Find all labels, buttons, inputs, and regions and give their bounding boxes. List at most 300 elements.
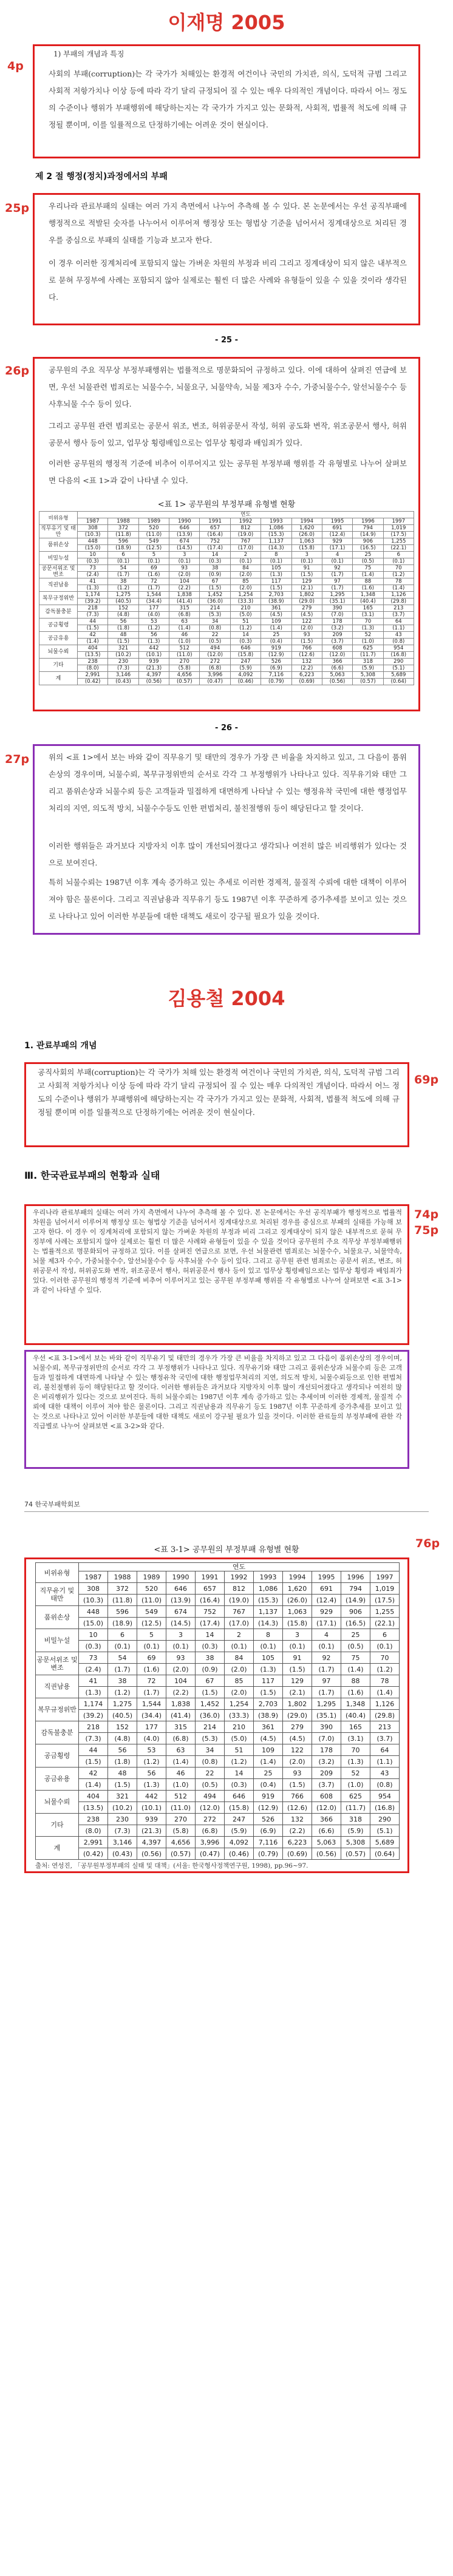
count-cell: 210 (225, 1721, 254, 1733)
percent-cell: (1.0) (341, 1779, 370, 1791)
count-cell: 117 (261, 578, 291, 585)
table-row (36, 1606, 400, 1618)
count-cell: 247 (225, 1814, 254, 1825)
count-cell: 3,146 (108, 672, 138, 679)
count-cell: 526 (261, 659, 291, 665)
paragraph-25p-b: 이 경우 이러한 징계처리에 포함되지 않는 가벼운 차원의 부정과 비리 그리고 징계대상이 되지 않은 내부적으로 묻혀 무징부에 사례는 포함되지 않아 실제로는 훨씬 더 많은 사례와 유형들이 있을 수 있을 것이라 생각된다. (49, 259, 407, 302)
percent-cell: (3.1) (353, 612, 383, 619)
count-cell: 72 (137, 1675, 166, 1687)
percent-cell: (6.8) (166, 1733, 196, 1744)
count-cell: 218 (79, 1721, 108, 1733)
count-cell: 5,308 (341, 1837, 370, 1848)
count-cell: 104 (166, 1675, 196, 1687)
percent-cell: (1.7) (312, 1664, 341, 1675)
percent-cell: (2.0) (291, 625, 322, 632)
count-cell: 34 (196, 1744, 225, 1756)
count-cell: 132 (291, 659, 322, 665)
page-label-26p: 26p (5, 364, 30, 378)
count-cell: 321 (108, 645, 138, 652)
count-cell: 315 (166, 1721, 196, 1733)
table-row-percent (39, 679, 414, 685)
percent-cell: (0.1) (254, 1641, 283, 1652)
count-cell: 1,295 (322, 592, 352, 598)
percent-cell: (6.8) (196, 1825, 225, 1837)
percent-cell: (1.1) (383, 625, 414, 632)
row-type: 품위손상 (36, 1606, 79, 1629)
percent-cell: (4.5) (254, 1733, 283, 1744)
count-cell: 42 (79, 1768, 108, 1779)
count-cell: 2 (225, 1629, 254, 1641)
count-cell: 43 (370, 1768, 400, 1779)
count-cell: 14 (196, 1629, 225, 1641)
percent-cell: (12.5) (138, 545, 169, 552)
percent-cell: (0.1) (312, 1641, 341, 1652)
count-cell: 4 (312, 1629, 341, 1641)
percent-cell: (19.0) (225, 1595, 254, 1606)
count-cell: 608 (322, 645, 352, 652)
percent-cell: (1.7) (322, 585, 352, 592)
table-row-percent (39, 585, 414, 592)
percent-cell: (1.5) (254, 1687, 283, 1698)
percent-cell: (2.0) (169, 572, 200, 578)
percent-cell: (40.5) (108, 598, 138, 605)
table-source: 출처: 연성진, 「공무원부정부패의 실태 및 대책」(서울: 한국형사정책연구원, 1998), pp.96~97. (35, 1862, 308, 1869)
year-cell: 1995 (312, 1571, 341, 1583)
percent-cell: (1.5) (261, 585, 291, 592)
count-cell: 52 (341, 1768, 370, 1779)
percent-cell: (12.0) (322, 652, 352, 659)
count-cell: 272 (196, 1814, 225, 1825)
page-label-76p: 76p (415, 1537, 440, 1550)
count-cell: 1,838 (166, 1698, 196, 1710)
percent-cell: (3.2) (312, 1756, 341, 1768)
percent-cell: (1.5) (108, 1779, 137, 1791)
count-cell: 919 (261, 645, 291, 652)
percent-cell: (4.8) (108, 612, 138, 619)
table-row-percent (39, 545, 414, 552)
percent-cell: (1.5) (200, 585, 230, 592)
percent-cell: (12.4) (322, 532, 352, 538)
count-cell: 8 (261, 552, 291, 558)
percent-cell: (1.3) (254, 1664, 283, 1675)
count-cell: 38 (196, 1652, 225, 1664)
year-cell: 1989 (138, 518, 169, 525)
percent-cell: (10.2) (108, 1802, 137, 1814)
percent-cell: (10.2) (108, 652, 138, 659)
count-cell: 69 (138, 565, 169, 572)
percent-cell: (38.9) (261, 598, 291, 605)
count-cell: 177 (137, 1721, 166, 1733)
percent-cell: (2.0) (230, 585, 261, 592)
percent-cell: (0.3) (78, 558, 108, 565)
percent-cell: (16.5) (353, 545, 383, 552)
count-cell: 73 (78, 565, 108, 572)
table-row-percent (36, 1595, 400, 1606)
percent-cell: (17.1) (322, 545, 352, 552)
percent-cell: (1.2) (225, 1756, 254, 1768)
count-cell: 3,996 (200, 672, 230, 679)
row-type: 감독불충분 (36, 1721, 79, 1744)
count-cell: 122 (291, 619, 322, 625)
row-type: 계 (36, 1837, 79, 1860)
percent-cell: (0.42) (78, 679, 108, 685)
count-cell: 646 (169, 525, 200, 532)
percent-cell: (1.7) (108, 572, 138, 578)
count-cell: 767 (225, 1606, 254, 1618)
percent-cell: (1.5) (283, 1779, 312, 1791)
count-cell: 766 (283, 1791, 312, 1802)
count-cell: 78 (383, 578, 414, 585)
count-cell: 3 (283, 1629, 312, 1641)
count-cell: 1,174 (78, 592, 108, 598)
percent-cell: (3.1) (341, 1733, 370, 1744)
percent-cell: (0.1) (291, 558, 322, 565)
percent-cell: (6.6) (312, 1825, 341, 1837)
count-cell: 1,275 (108, 592, 138, 598)
count-cell: 448 (79, 1606, 108, 1618)
percent-cell: (16.4) (196, 1595, 225, 1606)
count-cell: 929 (312, 1606, 341, 1618)
subsection-title: 1) 부패의 개념과 특징 (53, 50, 124, 58)
count-cell: 646 (166, 1583, 196, 1595)
paragraph-74p: 우리나라 관료부패의 실태는 여러 가지 측면에서 나누어 추측해 볼 수 있다. 본 논문에서는 우선 공직부패가 행정적으로 법률적 차원을 넘어서서 이루어져 행정상 또는 형법상 기준을 넘어서서 징계대상으로 처리된 경우를 중심으로 부패의 실태를 가능해 보고자 한다. 이 경우 이 징계처리에 포함되지 않는 가벼운 차원의 부정과 비리 그리고 징계대상이 되지 않은 내부적으로 묻혀 무징부에 사례는 포함되지 않아 실제로는 훨씬 더 많은 사례와 유형들이 있을 수 있을 것이다 공무원의 주요 직무상 부정부패행위는 법률적으로 명문화되어 규정하고 있다. 이를 살펴진 연급으로 보면, 우선 뇌물관련 범죄로는 뇌물수수, 뇌물요구, 뇌물약속, 뇌물 제3자 수수, 가중뇌물수수, 알선뇌물수수 등 사후뇌물 수수 등이 있다. 그리고 공무원 관련 범죄로는 공문서 위조, 변조, 허위공문서 작성, 허위공도화 변작, 위조공문서 행사, 허위공문서 행사 등이 있고 업무상 횡령배임으로는 업무상 횡령과 배임죄가 있다. 이러한 공무원의 행정적 기준에 비추어 이루어지고 있는 공무원 부정부패 행위를 각 유형별로 나누어 살펴보면 <표 3-1>과 같이 나타낼 수 있다. (33, 1208, 402, 1294)
percent-cell: (0.43) (108, 1848, 137, 1860)
count-cell: 152 (108, 1721, 137, 1733)
table-row (39, 592, 414, 598)
row-type: 복무규정위반 (36, 1698, 79, 1721)
table-row-percent (39, 639, 414, 645)
percent-cell: (1.7) (108, 1664, 137, 1675)
year-cell: 1987 (78, 518, 108, 525)
count-cell: 84 (225, 1652, 254, 1664)
percent-cell: (40.5) (108, 1710, 137, 1721)
percent-cell: (0.9) (200, 572, 230, 578)
count-cell: 442 (138, 645, 169, 652)
year-row (36, 1571, 400, 1583)
percent-cell: (5.8) (166, 1825, 196, 1837)
percent-cell: (4.5) (261, 612, 291, 619)
percent-cell: (14.9) (353, 532, 383, 538)
count-cell: 691 (312, 1583, 341, 1595)
count-cell: 596 (108, 538, 138, 545)
count-cell: 64 (383, 619, 414, 625)
percent-cell: (0.8) (383, 639, 414, 645)
percent-cell: (0.8) (196, 1756, 225, 1768)
count-cell: 213 (370, 1721, 400, 1733)
percent-cell: (12.4) (312, 1595, 341, 1606)
count-cell: 4,092 (230, 672, 261, 679)
count-cell: 657 (200, 525, 230, 532)
count-cell: 48 (108, 1768, 137, 1779)
count-cell: 93 (283, 1768, 312, 1779)
percent-cell: (33.3) (230, 598, 261, 605)
percent-cell: (0.1) (108, 558, 138, 565)
percent-cell: (7.0) (312, 1733, 341, 1744)
percent-cell: (36.0) (196, 1710, 225, 1721)
table-row (36, 1583, 400, 1595)
year-cell: 1997 (370, 1571, 400, 1583)
percent-cell: (0.56) (138, 679, 169, 685)
row-type: 직무유기 및 태만 (39, 525, 78, 538)
count-cell: 1,019 (383, 525, 414, 532)
count-cell: 53 (137, 1744, 166, 1756)
count-cell: 7,116 (254, 1837, 283, 1848)
percent-cell: (0.1) (230, 558, 261, 565)
count-cell: 97 (322, 578, 352, 585)
count-cell: 44 (79, 1744, 108, 1756)
count-cell: 230 (108, 659, 138, 665)
year-cell: 1992 (230, 518, 261, 525)
count-cell: 132 (283, 1814, 312, 1825)
percent-cell: (6.8) (200, 665, 230, 672)
percent-cell: (7.3) (108, 1825, 137, 1837)
percent-cell: (1.1) (370, 1756, 400, 1768)
page-number-26: - 26 - (215, 724, 238, 733)
table-row-percent (36, 1848, 400, 1860)
count-cell: 1,620 (291, 525, 322, 532)
percent-cell: (41.4) (169, 598, 200, 605)
count-cell: 97 (312, 1675, 341, 1687)
table-row-percent (36, 1710, 400, 1721)
count-cell: 3,146 (108, 1837, 137, 1848)
type-header: 비위유형 (36, 1563, 79, 1583)
paragraph-75p: 우선 <표 3-1>에서 보는 바와 같이 직무유기 및 태만의 경우가 가장 큰 비율을 차지하고 있고 그 다음이 품위손상의 경우이며, 뇌물수뢰, 복무규정위반의 순서로 각각 그 부정행위가 나타나고 있다. 직무유기와 태만 그리고 품위손상과 뇌물수뢰 등은 고객들과 밀접하게 대면하게 나타날 수 있는 행정유착 국민에 대한 행정업무처리의 지연, 의도적 방치, 뇌물수뢰등으로 인한 편법처리, 불친절행위 등이 해당된다고 할 것이다. 이러한 행위들은 과거보다 지방자치 이후 많이 개선되어졌다고 생각되나 여전히 많은 비리행위가 있다는 것으로 보여진다. 특히 뇌물수뢰는 1987년 이후 계속 증가하고 있는 추세이며 이러한 경제적, 물질적 수뢰에 대한 대책이 이루어 져야 함은 물론이다. 그리고 직권남용과 직무유기 등도 1987년 이후 꾸준하게 증가추세를 보이고 있는 것으로 나타나고 있어 이러한 부분들에 대한 대책도 새로이 강구될 필요가 있을 것이다. 이러한 관료들의 부정부패에 관한 각 직급별로 나누어 살펴보면 <표 3-2>와 같다. (33, 1354, 402, 1430)
percent-cell: (17.5) (370, 1595, 400, 1606)
count-cell: 56 (108, 619, 138, 625)
percent-cell: (29.8) (383, 598, 414, 605)
percent-cell: (5.3) (196, 1733, 225, 1744)
percent-cell: (1.5) (283, 1664, 312, 1675)
table-row (39, 605, 414, 612)
table-row (39, 538, 414, 545)
count-cell: 919 (254, 1791, 283, 1802)
count-cell: 129 (291, 578, 322, 585)
row-type: 직무유기 및 태만 (36, 1583, 79, 1606)
percent-cell: (40.4) (353, 598, 383, 605)
percent-cell: (6.9) (254, 1825, 283, 1837)
table-row (39, 565, 414, 572)
table-row-percent (36, 1733, 400, 1744)
page-label-25p: 25p (5, 202, 30, 215)
count-cell: 10 (79, 1629, 108, 1641)
percent-cell: (12.9) (261, 652, 291, 659)
percent-cell: (13.5) (79, 1802, 108, 1814)
count-cell: 78 (370, 1675, 400, 1687)
percent-cell: (5.0) (225, 1733, 254, 1744)
percent-cell: (21.3) (137, 1825, 166, 1837)
percent-cell: (21.3) (138, 665, 169, 672)
count-cell: 93 (291, 632, 322, 639)
year-cell: 1995 (322, 518, 352, 525)
percent-cell: (0.8) (370, 1779, 400, 1791)
count-cell: 290 (370, 1814, 400, 1825)
percent-cell: (4.0) (138, 612, 169, 619)
count-cell: 1,126 (370, 1698, 400, 1710)
count-cell: 308 (78, 525, 108, 532)
count-cell: 92 (312, 1652, 341, 1664)
page-label-74p: 74p (414, 1208, 439, 1221)
percent-cell: (1.5) (196, 1687, 225, 1698)
count-cell: 4,656 (166, 1837, 196, 1848)
percent-cell: (5.9) (353, 665, 383, 672)
percent-cell: (11.7) (341, 1802, 370, 1814)
count-cell: 494 (196, 1791, 225, 1802)
percent-cell: (3.7) (383, 612, 414, 619)
percent-cell: (11.0) (138, 532, 169, 538)
corruption-table-1 (39, 511, 414, 685)
percent-cell: (0.5) (196, 1779, 225, 1791)
count-cell: 93 (169, 565, 200, 572)
percent-cell: (26.0) (291, 532, 322, 538)
count-cell: 25 (353, 552, 383, 558)
table-row (36, 1791, 400, 1802)
count-cell: 8 (254, 1629, 283, 1641)
count-cell: 5,063 (312, 1837, 341, 1848)
count-cell: 210 (230, 605, 261, 612)
count-cell: 48 (108, 632, 138, 639)
count-cell: 214 (196, 1721, 225, 1733)
count-cell: 526 (254, 1814, 283, 1825)
count-cell: 1,086 (261, 525, 291, 532)
count-cell: 69 (137, 1652, 166, 1664)
percent-cell: (0.43) (108, 679, 138, 685)
count-cell: 3,996 (196, 1837, 225, 1848)
table-row (36, 1744, 400, 1756)
year-cell: 1993 (261, 518, 291, 525)
year-cell: 1987 (79, 1571, 108, 1583)
count-cell: 1,254 (225, 1698, 254, 1710)
count-cell: 238 (78, 659, 108, 665)
count-cell: 230 (108, 1814, 137, 1825)
percent-cell: (0.3) (230, 639, 261, 645)
table31-caption: <표 3-1> 공무원의 부정부패 유형별 현황 (154, 1545, 299, 1554)
count-cell: 5 (138, 552, 169, 558)
heading-status: Ⅲ. 한국관료부패의 현황과 실태 (24, 1170, 160, 1181)
percent-cell: (1.8) (108, 1756, 137, 1768)
percent-cell: (6.8) (169, 612, 200, 619)
paragraph-25p-a: 우리나라 관료부패의 실태는 여러 가지 측면에서 나누어 추측해 볼 수 있다. 본 논문에서는 우선 공직부패에 행정적으로 적발된 숫자를 나누어서 이루어져 행정상 또는 형법상 기준을 넘어서서 징계대상으로 처리된 경우를 중심으로 부패의 실태를 기능과 보고자 한다. (49, 202, 407, 245)
row-type: 직권남용 (36, 1675, 79, 1698)
count-cell: 213 (383, 605, 414, 612)
count-cell: 270 (166, 1814, 196, 1825)
row-type: 복무규정위반 (39, 592, 78, 605)
percent-cell: (1.7) (322, 572, 352, 578)
percent-cell: (0.42) (79, 1848, 108, 1860)
count-cell: 91 (291, 565, 322, 572)
count-cell: 25 (261, 632, 291, 639)
percent-cell: (5.0) (230, 612, 261, 619)
count-cell: 67 (200, 578, 230, 585)
count-cell: 75 (353, 565, 383, 572)
percent-cell: (14.5) (166, 1618, 196, 1629)
percent-cell: (18.9) (108, 1618, 137, 1629)
row-type: 기타 (36, 1814, 79, 1837)
count-cell: 766 (291, 645, 322, 652)
percent-cell: (1.4) (166, 1756, 196, 1768)
count-cell: 674 (166, 1606, 196, 1618)
percent-cell: (2.2) (166, 1687, 196, 1698)
table-row-percent (36, 1664, 400, 1675)
count-cell: 91 (283, 1652, 312, 1664)
count-cell: 22 (200, 632, 230, 639)
count-cell: 366 (312, 1814, 341, 1825)
count-cell: 1,544 (137, 1698, 166, 1710)
table-row-percent (39, 652, 414, 659)
percent-cell: (15.8) (283, 1618, 312, 1629)
row-type: 뇌물수뢰 (39, 645, 78, 659)
percent-cell: (1.5) (291, 572, 322, 578)
percent-cell: (4.5) (283, 1733, 312, 1744)
percent-cell: (39.2) (78, 598, 108, 605)
percent-cell: (12.5) (137, 1618, 166, 1629)
year-cell: 1989 (137, 1571, 166, 1583)
count-cell: 1,802 (291, 592, 322, 598)
percent-cell: (10.3) (79, 1595, 108, 1606)
percent-cell: (1.5) (291, 639, 322, 645)
years-header: 연도 (78, 512, 414, 518)
percent-cell: (0.9) (196, 1664, 225, 1675)
page-label-4p: 4p (7, 59, 24, 73)
percent-cell: (1.0) (169, 639, 200, 645)
count-cell: 4 (322, 552, 352, 558)
table-row-percent (39, 625, 414, 632)
percent-cell: (0.79) (261, 679, 291, 685)
count-cell: 366 (322, 659, 352, 665)
year-cell: 1990 (166, 1571, 196, 1583)
percent-cell: (0.1) (166, 1641, 196, 1652)
count-cell: 315 (169, 605, 200, 612)
percent-cell: (2.1) (283, 1687, 312, 1698)
count-cell: 64 (370, 1744, 400, 1756)
percent-cell: (5.1) (370, 1825, 400, 1837)
percent-cell: (2.0) (230, 572, 261, 578)
count-cell: 4,397 (137, 1837, 166, 1848)
paragraph-4p: 사회의 부패(corruption)는 각 국가가 처해있는 환경적 여건이나 국민의 가치관, 의식, 도덕적 규범 그리고 사회적 저항가치나 이상 등에 따라 각기 달리 규정되어 질 수 있는 매우 다의적인 개념이다. 따라서 어느 정도의 수준이나 행위가 부패행위에 해당하는지는 각 국가가 가지고 있는 문화적, 사회적, 법률적 척도에 의해 규정될 뿐이며, 이를 일률적으로 단정하기에는 어려운 것이 현실이다. (49, 69, 407, 129)
percent-cell: (1.7) (312, 1687, 341, 1698)
row-type: 품위손상 (39, 538, 78, 552)
count-cell: 608 (312, 1791, 341, 1802)
paragraph-69p: 공직사회의 부패(corruption)는 각 국가가 처해 있는 환경적 여건이나 국민의 가치관, 의식, 도덕적 규범 그리고 사회적 저항가치나 이상 등에 따라 각기 달리 규정되어 질 수 있는 매우 다의적인 개념이다. 따라서 어느 정도의 수준이나 행위가 부패행위에 해당하는지는 각 국가가 가지고 있는 문화적, 사회적, 법률적 척도에 의해 규정될 뿐이며 이를 일률적으로 단정하기에는 어려운 것이 현실이다. (38, 1068, 400, 1117)
percent-cell: (5.3) (200, 612, 230, 619)
percent-cell: (14.3) (261, 545, 291, 552)
count-cell: 361 (254, 1721, 283, 1733)
percent-cell: (0.3) (225, 1779, 254, 1791)
percent-cell: (1.4) (254, 1756, 283, 1768)
count-cell: 812 (225, 1583, 254, 1595)
percent-cell: (0.46) (225, 1848, 254, 1860)
percent-cell: (38.9) (254, 1710, 283, 1721)
count-cell: 46 (166, 1768, 196, 1779)
count-cell: 38 (200, 565, 230, 572)
table-row (36, 1652, 400, 1664)
count-cell: 38 (108, 1675, 137, 1687)
percent-cell: (1.3) (341, 1756, 370, 1768)
table-row (39, 552, 414, 558)
percent-cell: (15.8) (291, 545, 322, 552)
count-cell: 109 (254, 1744, 283, 1756)
table-row-percent (39, 665, 414, 672)
count-cell: 1,452 (200, 592, 230, 598)
percent-cell: (26.0) (283, 1595, 312, 1606)
percent-cell: (5.8) (169, 665, 200, 672)
percent-cell: (0.47) (196, 1848, 225, 1860)
row-type: 뇌물수뢰 (36, 1791, 79, 1814)
count-cell: 84 (230, 565, 261, 572)
percent-cell: (1.8) (108, 625, 138, 632)
count-cell: 1,086 (254, 1583, 283, 1595)
percent-cell: (14.9) (341, 1595, 370, 1606)
count-cell: 63 (169, 619, 200, 625)
